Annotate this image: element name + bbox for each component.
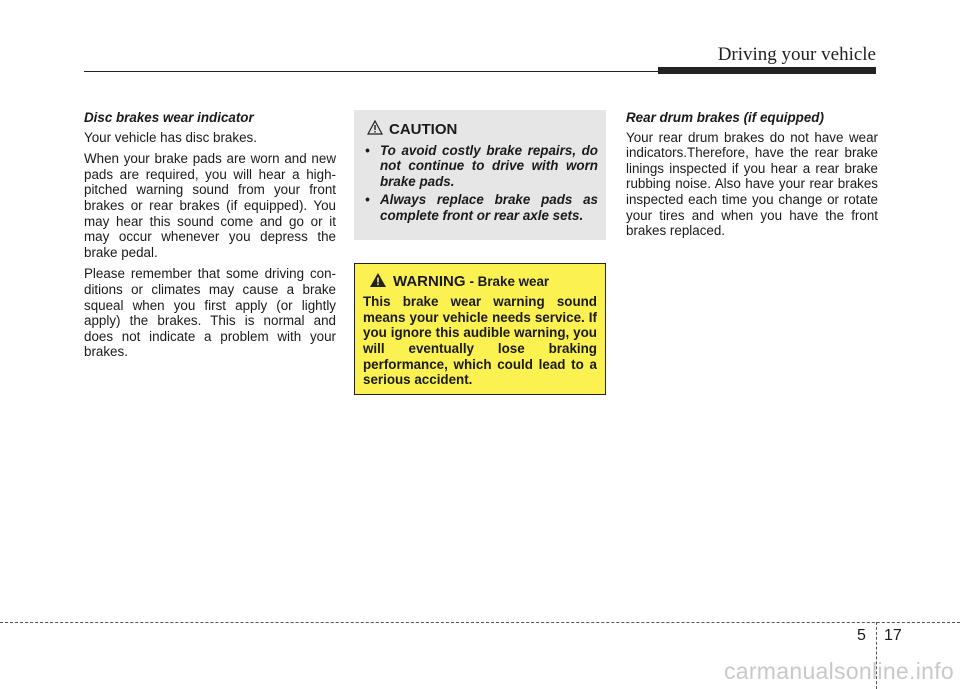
paragraph: Your vehicle has disc brakes. bbox=[84, 129, 257, 145]
page-number: 17 bbox=[884, 627, 902, 644]
left-column bbox=[84, 110, 336, 366]
caution-box bbox=[354, 110, 606, 240]
warning-triangle-icon bbox=[369, 272, 387, 292]
warning-header bbox=[369, 272, 597, 292]
right-column bbox=[626, 110, 878, 245]
disc-brakes-heading: Disc brakes wear indicator bbox=[84, 110, 254, 125]
caution-title: CAUTION bbox=[389, 120, 458, 138]
paragraph: Please remember that some driving con-ditions or climates may cause a brake squeal when you first apply (or lightly apply) the brakes. This is normal and does not indicate a problem with your brakes. bbox=[84, 266, 336, 360]
warning-box bbox=[354, 263, 606, 395]
watermark: carmanualsonline.info bbox=[723, 658, 954, 684]
bullet-icon: • bbox=[365, 142, 370, 158]
footer-rule bbox=[0, 622, 960, 623]
caution-list bbox=[362, 143, 598, 224]
paragraph: Your rear drum brakes do not have wear indicators.Therefore, have the rear brake linings inspected if you hear a rear brake rubbing noise. Also have your rear brakes inspected each time you change or rotate your tires and when you have the front brakes replaced. bbox=[626, 129, 878, 239]
caution-item: • To avoid costly brake repairs, do not continue to drive with worn brake pads. bbox=[365, 142, 598, 189]
header-rule-thick bbox=[658, 67, 876, 74]
caution-item: • Always replace brake pads as complete front or rear axle sets. bbox=[365, 192, 598, 223]
chapter-number: 5 bbox=[857, 627, 866, 644]
caution-triangle-icon bbox=[367, 120, 383, 139]
warning-title: WARNING bbox=[393, 272, 466, 290]
warning-body: This brake wear warning sound means your vehicle needs service. If you ignore this audible warning, you will eventually lose braking performance, which could lead to a serious accident. bbox=[363, 294, 597, 388]
bullet-icon: • bbox=[365, 192, 370, 208]
caution-header bbox=[362, 120, 598, 139]
paragraph: When your brake pads are worn and new pads are required, you will hear a high-pitched warning sound from your front brakes or rear brakes (if equipped). You may hear this sound come and go or it may occur whenever you depress the brake pedal. bbox=[84, 151, 336, 260]
header-rule bbox=[84, 71, 660, 72]
middle-column bbox=[354, 110, 606, 395]
warning-subtitle: - Brake wear bbox=[469, 273, 550, 289]
section-title: Driving your vehicle bbox=[717, 44, 876, 65]
rear-drum-heading: Rear drum brakes (if equipped) bbox=[626, 110, 824, 125]
